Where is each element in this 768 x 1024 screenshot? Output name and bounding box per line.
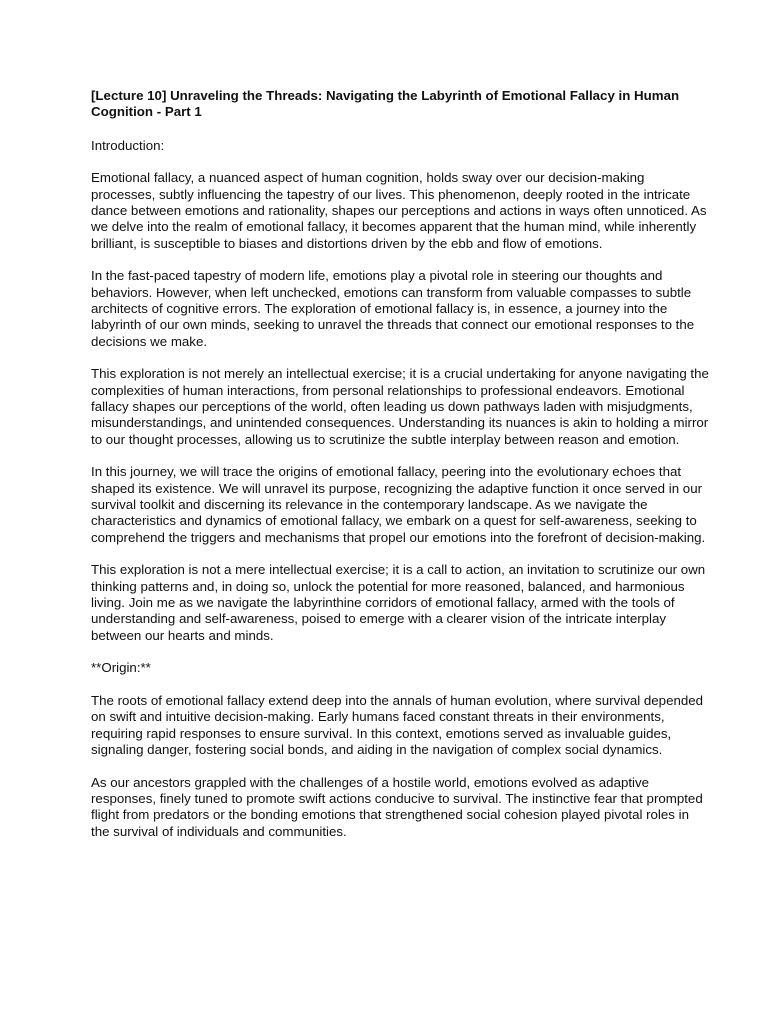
origin-paragraph-2: As our ancestors grappled with the challenges of a hostile world, emotions evolved as adaptive responses, finely tuned to promote swift actions conducive to survival. The instinctive fear that prompted flight from predators or the bonding emotions that strengthened social cohesion played pivotal roles in the survival of individuals and communities. [91, 774, 703, 839]
paragraph-5: This exploration is not a mere intellectual exercise; it is a call to action, an invitation to scrutinize our own thinking patterns and, in doing so, unlock the potential for more reasoned, balanced, and harmonious living. Join me as we navigate the labyrinthine corridors of emotional fallacy, armed with the tools of understanding and self-awareness, poised to emerge with a clearer vision of the intricate interplay between our hearts and minds. [91, 562, 706, 643]
paragraph-1: Emotional fallacy, a nuanced aspect of human cognition, holds sway over our decision-making processes, subtly influencing the tapestry of our lives. This phenomenon, deeply rooted in the intricate dance between emotions and rationality, shapes our perceptions and actions in ways often unnoticed. As we delve into the realm of emotional fallacy, it becomes apparent that the human mind, while inherently brilliant, is susceptible to biases and distortions driven by the ebb and flow of emotions. [91, 170, 707, 251]
document-page [91, 88, 711, 856]
paragraph-3: This exploration is not merely an intellectual exercise; it is a crucial undertaking for anyone navigating the complexities of human interactions, from personal relationships to professional endeavors. Emotional fallacy shapes our perceptions of the world, often leading us down pathways laden with misjudgments, misunderstandings, and unintended consequences. Understanding its nuances is akin to holding a mirror to our thought processes, allowing us to scrutinize the subtle interplay between reason and emotion. [91, 366, 709, 447]
intro-label: Introduction: [91, 137, 165, 153]
paragraph-2: In the fast-paced tapestry of modern life, emotions play a pivotal role in steering our thoughts and behaviors. However, when left unchecked, emotions can transform from valuable compasses to subtle architects of cognitive errors. The exploration of emotional fallacy is, in essence, a journey into the labyrinth of our own minds, seeking to unravel the threads that connect our emotional responses to the decisions we make. [91, 268, 695, 349]
origin-paragraph-1: The roots of emotional fallacy extend deep into the annals of human evolution, where survival depended on swift and intuitive decision-making. Early humans faced constant threats in their environments, requiring rapid responses to ensure survival. In this context, emotions served as invaluable guides, signaling danger, fostering social bonds, and aiding in the navigation of complex social dynamics. [91, 693, 704, 757]
document-title: [Lecture 10] Unraveling the Threads: Navigating the Labyrinth of Emotional Fallacy in Human Cognition - Part 1 [91, 88, 680, 120]
paragraph-4: In this journey, we will trace the origins of emotional fallacy, peering into the evolutionary echoes that shaped its existence. We will unravel its purpose, recognizing the adaptive function it once served in our survival toolkit and discerning its relevance in the contemporary landscape. As we navigate the characteristics and dynamics of emotional fallacy, we embark on a quest for self-awareness, seeking to comprehend the triggers and mechanisms that propel our emotions into the forefront of decision-making. [91, 464, 706, 545]
origin-heading: **Origin:** [91, 660, 151, 676]
